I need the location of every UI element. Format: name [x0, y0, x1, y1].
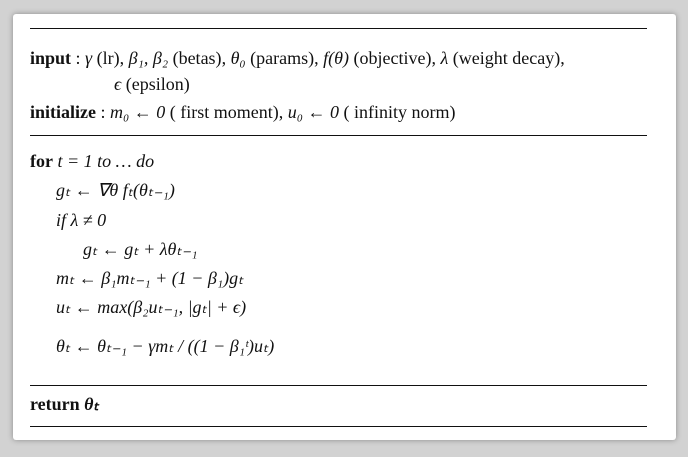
- return-keyword: return: [30, 394, 80, 414]
- param-symbol-params: θ₀: [230, 48, 246, 68]
- param-symbol-weight-decay: λ: [440, 48, 449, 68]
- input-keyword: input: [30, 48, 72, 68]
- param-desc-params: (params): [250, 48, 315, 68]
- init-first-moment-desc: ( first moment): [169, 102, 279, 122]
- step-infinity-norm: uₜ ← max(β₂uₜ₋₁, |gₜ| + ϵ): [56, 297, 247, 317]
- step-gradient: gₜ ← ∇θ fₜ(θₜ₋₁): [56, 180, 175, 200]
- param-desc-lr: (lr): [96, 48, 120, 68]
- param-desc-objective: (objective): [353, 48, 432, 68]
- loop-end-rule: [30, 385, 647, 386]
- step-weight-decay-update: gₜ ← gₜ + λθₜ₋₁: [83, 239, 198, 259]
- init-first-moment-expr: m₀ ← 0: [110, 102, 166, 122]
- param-desc-weight-decay: (weight decay): [452, 48, 561, 68]
- step-if-weight-decay: if λ ≠ 0: [56, 210, 107, 230]
- header-rule: [30, 135, 647, 136]
- return-value: θₜ: [84, 394, 99, 414]
- input-line: input : γ (lr), β₁, β₂ (betas), θ₀ (params), f(θ) (objective), λ (weight decay),: [30, 48, 565, 68]
- step-first-moment: mₜ ← β₁mₜ₋₁ + (1 − β₁)gₜ: [56, 268, 244, 288]
- param-symbol-epsilon: ϵ: [114, 74, 122, 94]
- param-symbol-betas: β₁, β₂: [128, 48, 169, 68]
- loop-range: t = 1 to … do: [57, 151, 155, 171]
- param-desc-betas: (betas): [172, 48, 222, 68]
- step-param-update: θₜ ← θₜ₋₁ − γmₜ / ((1 − β₁ᵗ)uₜ): [56, 336, 275, 356]
- init-infinity-norm-desc: ( infinity norm): [343, 102, 456, 122]
- initialize-line: initialize : m₀ ← 0 ( first moment), u₀ ← 0 ( infinity norm): [30, 102, 456, 122]
- for-loop-header: [30, 151, 154, 171]
- param-symbol-objective: f(θ): [323, 48, 349, 68]
- for-keyword: for: [30, 151, 53, 171]
- param-symbol-lr: γ: [85, 48, 93, 68]
- bottom-rule: [30, 426, 647, 427]
- algorithm-box: [13, 14, 676, 440]
- init-infinity-norm-expr: u₀ ← 0: [287, 102, 340, 122]
- input-line-continued: [114, 74, 190, 94]
- top-rule: [30, 28, 647, 29]
- return-line: [30, 394, 99, 414]
- initialize-keyword: initialize: [30, 102, 96, 122]
- param-desc-epsilon: (epsilon): [125, 74, 190, 94]
